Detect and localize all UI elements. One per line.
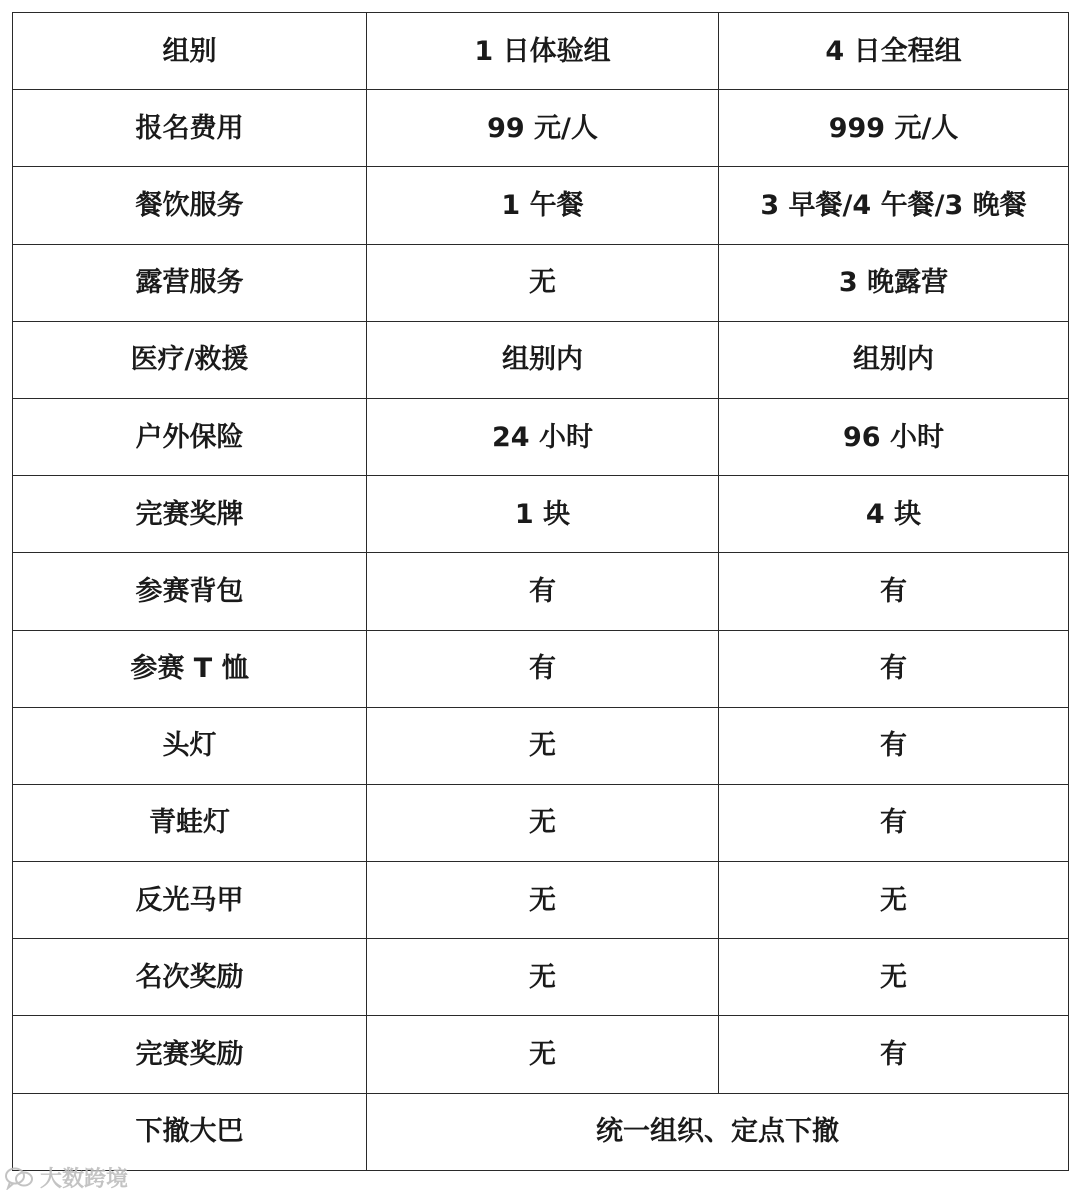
table-body xyxy=(13,13,1069,1171)
table-cell-category: 参赛背包 xyxy=(13,553,367,630)
table-row xyxy=(13,630,1069,707)
table-cell-category: 医疗/救援 xyxy=(13,321,367,398)
table-row xyxy=(13,476,1069,553)
table-cell-category: 户外保险 xyxy=(13,398,367,475)
table-row xyxy=(13,862,1069,939)
table-cell-value-1day: 组别内 xyxy=(367,321,719,398)
footer-label-cell: 下撤大巴 xyxy=(13,1093,367,1170)
table-cell-value-1day: 1 块 xyxy=(367,476,719,553)
table-cell-value-4day: 3 早餐/4 午餐/3 晚餐 xyxy=(719,167,1069,244)
table-row xyxy=(13,244,1069,321)
table-row xyxy=(13,321,1069,398)
footer-value-cell: 统一组织、定点下撤 xyxy=(367,1093,1069,1170)
table-cell-value-1day: 无 xyxy=(367,862,719,939)
table-cell-value-1day: 无 xyxy=(367,1016,719,1093)
table-cell-category: 完赛奖励 xyxy=(13,1016,367,1093)
chat-bubble-logo-icon xyxy=(4,1166,34,1190)
table-cell-category: 头灯 xyxy=(13,707,367,784)
table-cell-value-4day: 有 xyxy=(719,553,1069,630)
table-cell-value-4day: 有 xyxy=(719,630,1069,707)
table-cell-value-4day: 有 xyxy=(719,784,1069,861)
header-cell-1day: 1 日体验组 xyxy=(367,13,719,90)
table-row xyxy=(13,784,1069,861)
header-cell-4day: 4 日全程组 xyxy=(719,13,1069,90)
table-cell-value-4day: 999 元/人 xyxy=(719,90,1069,167)
table-cell-category: 参赛 T 恤 xyxy=(13,630,367,707)
table-row xyxy=(13,553,1069,630)
table-cell-value-1day: 有 xyxy=(367,553,719,630)
table-cell-category: 反光马甲 xyxy=(13,862,367,939)
table-cell-value-1day: 无 xyxy=(367,939,719,1016)
watermark xyxy=(4,1162,128,1193)
header-cell-category: 组别 xyxy=(13,13,367,90)
table-cell-value-4day: 无 xyxy=(719,862,1069,939)
table-cell-value-1day: 99 元/人 xyxy=(367,90,719,167)
table-cell-category: 报名费用 xyxy=(13,90,367,167)
table-cell-value-4day: 96 小时 xyxy=(719,398,1069,475)
table-cell-value-1day: 无 xyxy=(367,784,719,861)
table-row xyxy=(13,707,1069,784)
table-header-row xyxy=(13,13,1069,90)
table-cell-value-1day: 24 小时 xyxy=(367,398,719,475)
table-cell-value-4day: 有 xyxy=(719,707,1069,784)
table-row xyxy=(13,939,1069,1016)
table-cell-category: 餐饮服务 xyxy=(13,167,367,244)
table-cell-value-1day: 无 xyxy=(367,707,719,784)
table-cell-category: 名次奖励 xyxy=(13,939,367,1016)
table-row xyxy=(13,167,1069,244)
table-row xyxy=(13,90,1069,167)
table-row xyxy=(13,1016,1069,1093)
table-cell-value-4day: 有 xyxy=(719,1016,1069,1093)
table-cell-value-4day: 组别内 xyxy=(719,321,1069,398)
table-cell-value-1day: 1 午餐 xyxy=(367,167,719,244)
table-footer-row xyxy=(13,1093,1069,1170)
table-cell-category: 露营服务 xyxy=(13,244,367,321)
comparison-table xyxy=(12,12,1069,1171)
table-cell-value-1day: 无 xyxy=(367,244,719,321)
table-cell-value-4day: 无 xyxy=(719,939,1069,1016)
table-cell-category: 青蛙灯 xyxy=(13,784,367,861)
table-cell-value-4day: 4 块 xyxy=(719,476,1069,553)
watermark-text: 大数跨境 xyxy=(40,1167,129,1192)
table-cell-category: 完赛奖牌 xyxy=(13,476,367,553)
table-cell-value-4day: 3 晚露营 xyxy=(719,244,1069,321)
table-row xyxy=(13,398,1069,475)
table-cell-value-1day: 有 xyxy=(367,630,719,707)
